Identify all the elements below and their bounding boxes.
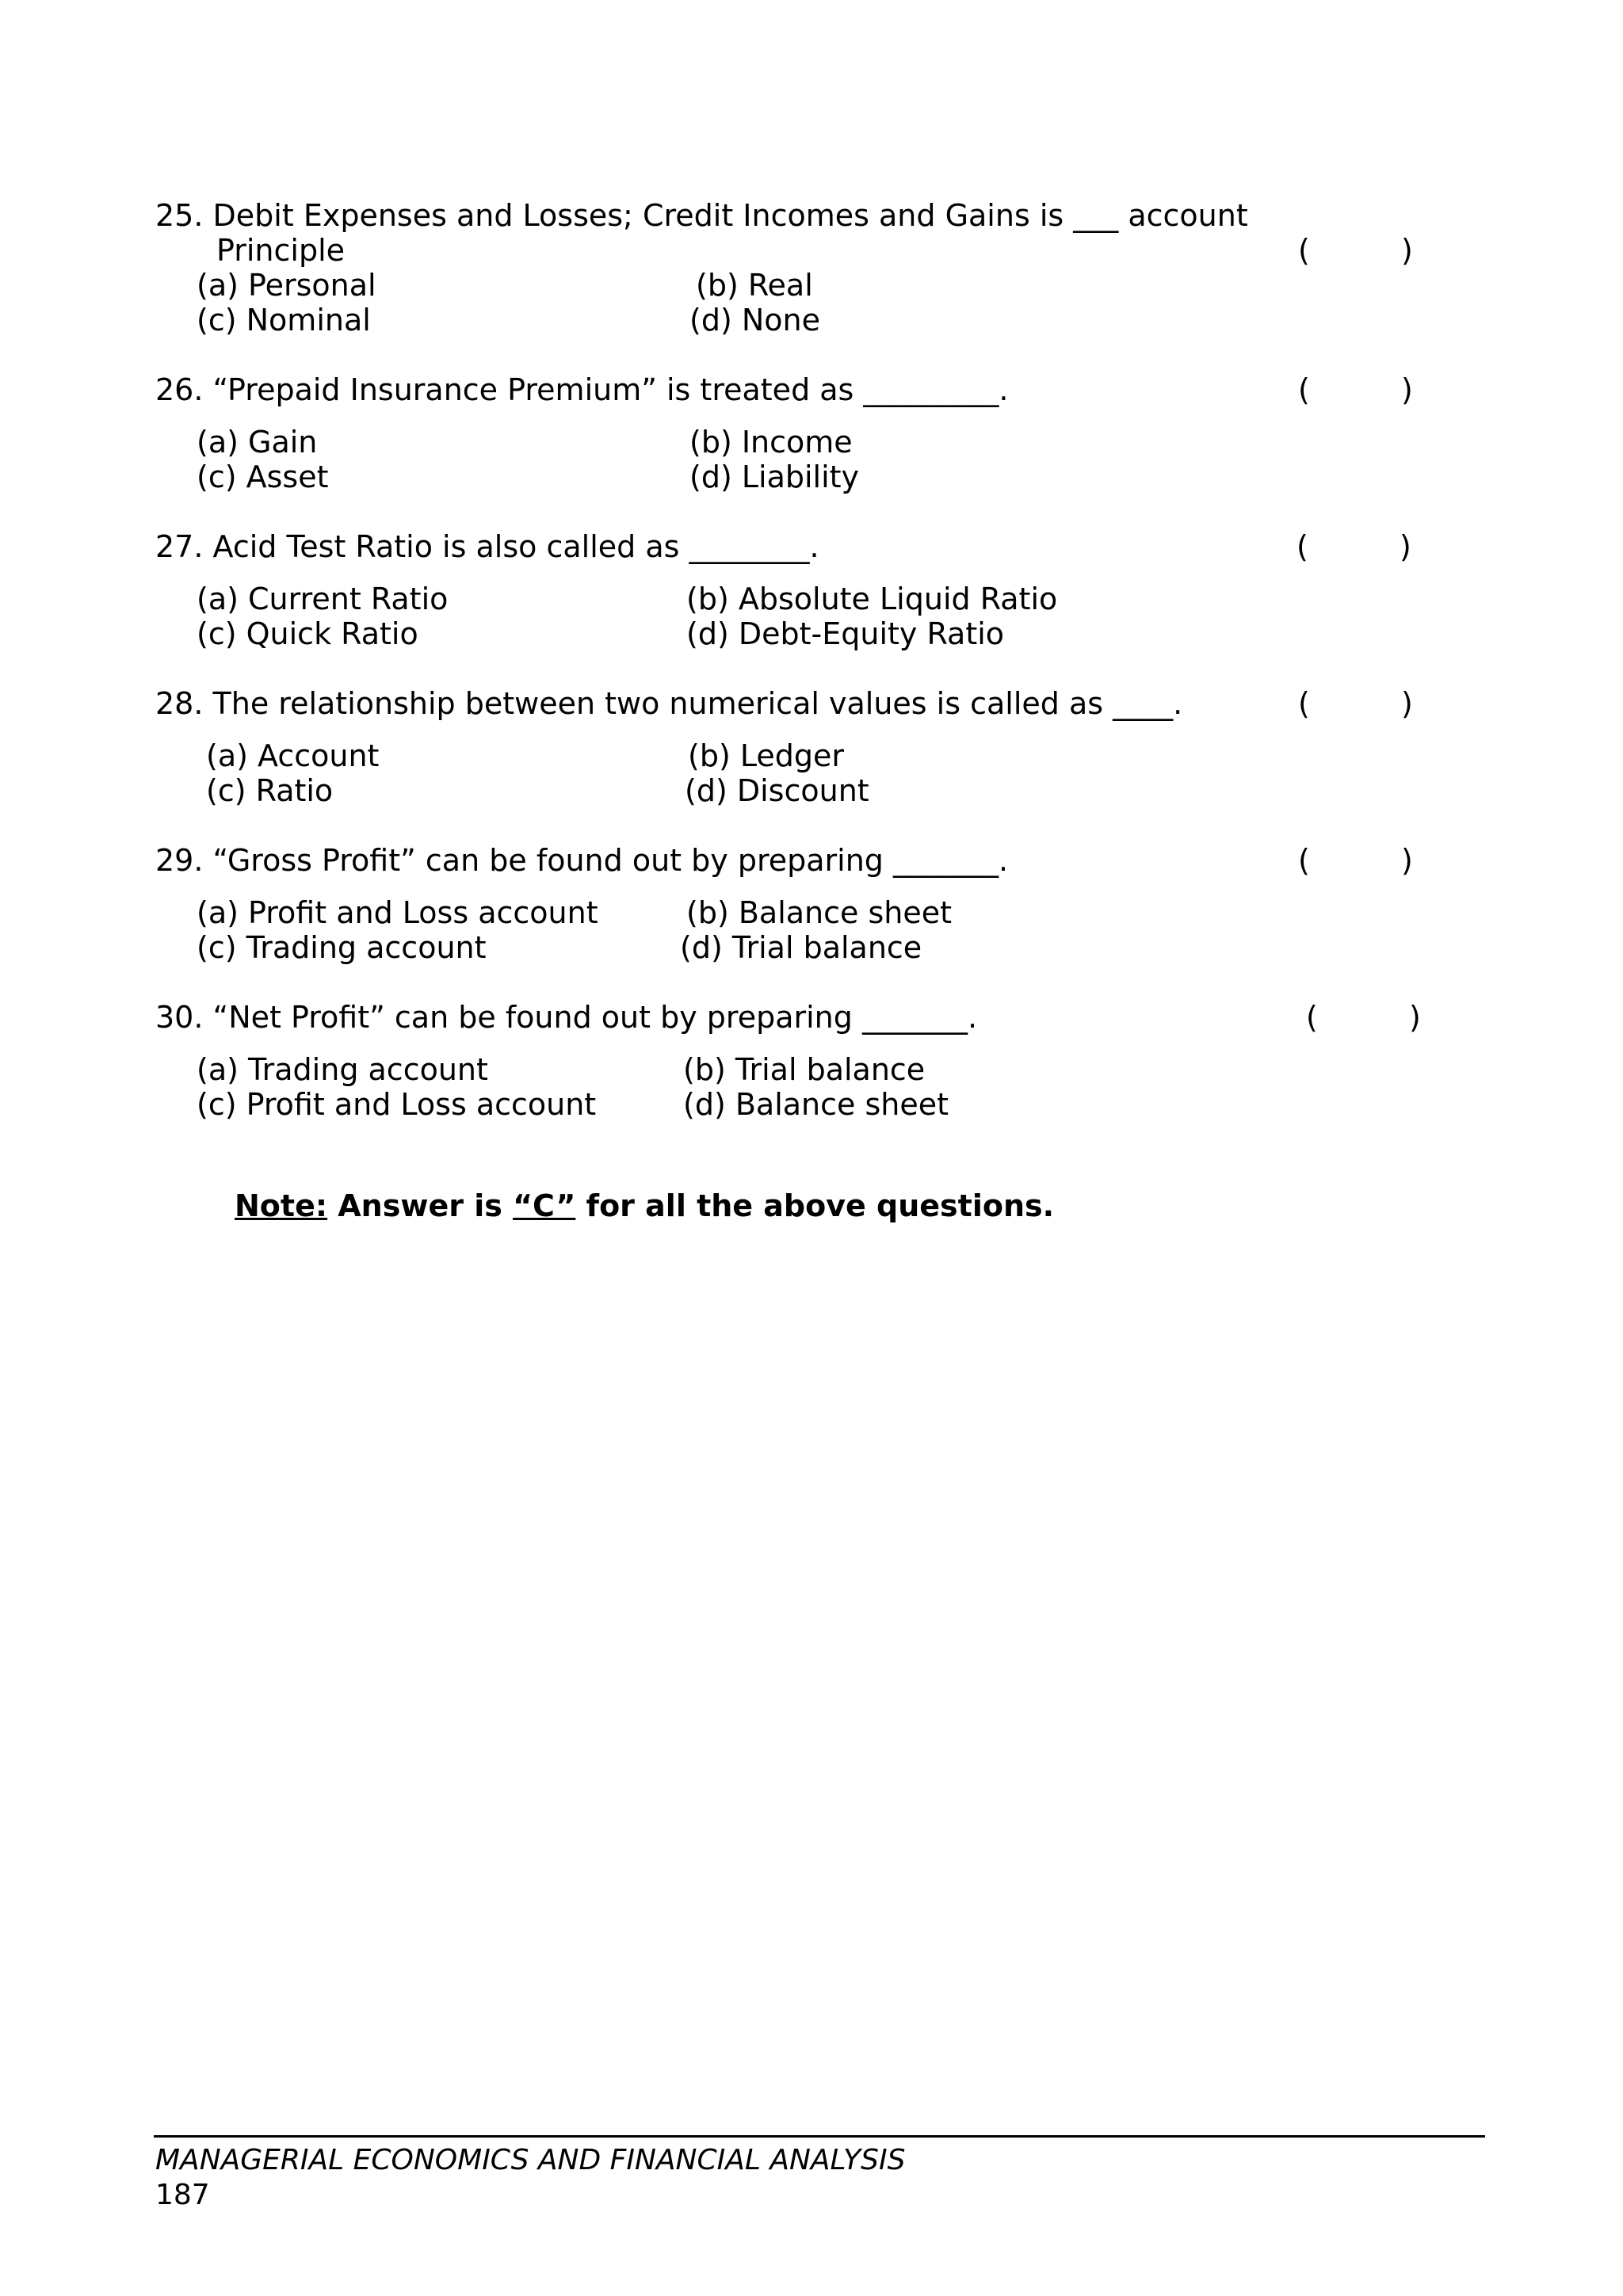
question-text: “Net Profit” can be found out by preparing _______. [212,1000,978,1035]
answer-bracket-close: ) [1400,529,1411,564]
option-a: (a) Account [206,738,380,773]
option-a: (a) Trading account [197,1052,488,1087]
question-number: 26. [155,372,204,407]
answer-bracket-open: ( [1298,233,1310,268]
question-number: 27. [155,529,204,564]
option-c: (c) Nominal [197,303,371,338]
note-label: Note: [235,1188,328,1223]
question-25-stem-continued: Principle [216,233,346,268]
page-number: 187 [155,2179,210,2211]
answer-bracket-open: ( [1298,686,1310,721]
option-b: (b) Trial balance [683,1052,926,1087]
option-d: (d) Trial balance [680,930,922,965]
question-number: 30. [155,1000,204,1035]
question-number: 29. [155,843,204,878]
answer-bracket-close: ) [1409,1000,1421,1035]
option-d: (d) Liability [689,460,860,494]
answer-bracket-close: ) [1401,686,1413,721]
footer-book-title: MANAGERIAL ECONOMICS AND FINANCIAL ANALYSIS [155,2144,906,2176]
question-number: 25. [155,198,204,233]
answer-bracket-open: ( [1298,372,1310,407]
option-b: (b) Absolute Liquid Ratio [686,582,1058,616]
answer-bracket-close: ) [1401,843,1413,878]
question-text: “Prepaid Insurance Premium” is treated as _________. [212,372,1009,407]
question-25-stem [155,198,1248,233]
question-number: 28. [155,686,204,721]
note-answer: “C” [513,1188,576,1223]
question-text: “Gross Profit” can be found out by preparing _______. [212,843,1009,878]
option-d: (d) Debt-Equity Ratio [686,616,1005,651]
option-c: (c) Profit and Loss account [197,1087,597,1122]
option-d: (d) None [689,303,820,338]
note-text-after: for all the above questions. [575,1188,1055,1223]
option-d: (d) Balance sheet [683,1087,949,1122]
question-text: Acid Test Ratio is also called as ________. [212,529,819,564]
answer-bracket-open: ( [1296,529,1308,564]
option-c: (c) Trading account [197,930,487,965]
question-29-stem [155,843,1008,878]
option-c: (c) Ratio [206,773,334,808]
answer-bracket-close: ) [1401,233,1413,268]
answer-note [235,1188,1054,1223]
question-26-stem [155,372,1009,407]
option-b: (b) Balance sheet [686,895,953,930]
note-text-before: Answer is [327,1188,514,1223]
option-a: (a) Personal [197,268,376,303]
question-28-stem [155,686,1182,721]
answer-bracket-open: ( [1298,843,1310,878]
option-c: (c) Quick Ratio [197,616,418,651]
option-a: (a) Gain [197,425,318,460]
question-30-stem [155,1000,977,1035]
question-text: Debit Expenses and Losses; Credit Incomes and Gains is ___ account [212,198,1248,233]
answer-bracket-open: ( [1306,1000,1318,1035]
question-27-stem [155,529,819,564]
question-text: The relationship between two numerical values is called as ____. [212,686,1183,721]
option-a: (a) Profit and Loss account [197,895,598,930]
answer-bracket-close: ) [1401,372,1413,407]
option-b: (b) Income [689,425,853,460]
option-d: (d) Discount [685,773,869,808]
option-a: (a) Current Ratio [197,582,449,616]
option-b: (b) Real [696,268,813,303]
footer-divider [154,2135,1485,2138]
option-c: (c) Asset [197,460,329,494]
option-b: (b) Ledger [688,738,844,773]
